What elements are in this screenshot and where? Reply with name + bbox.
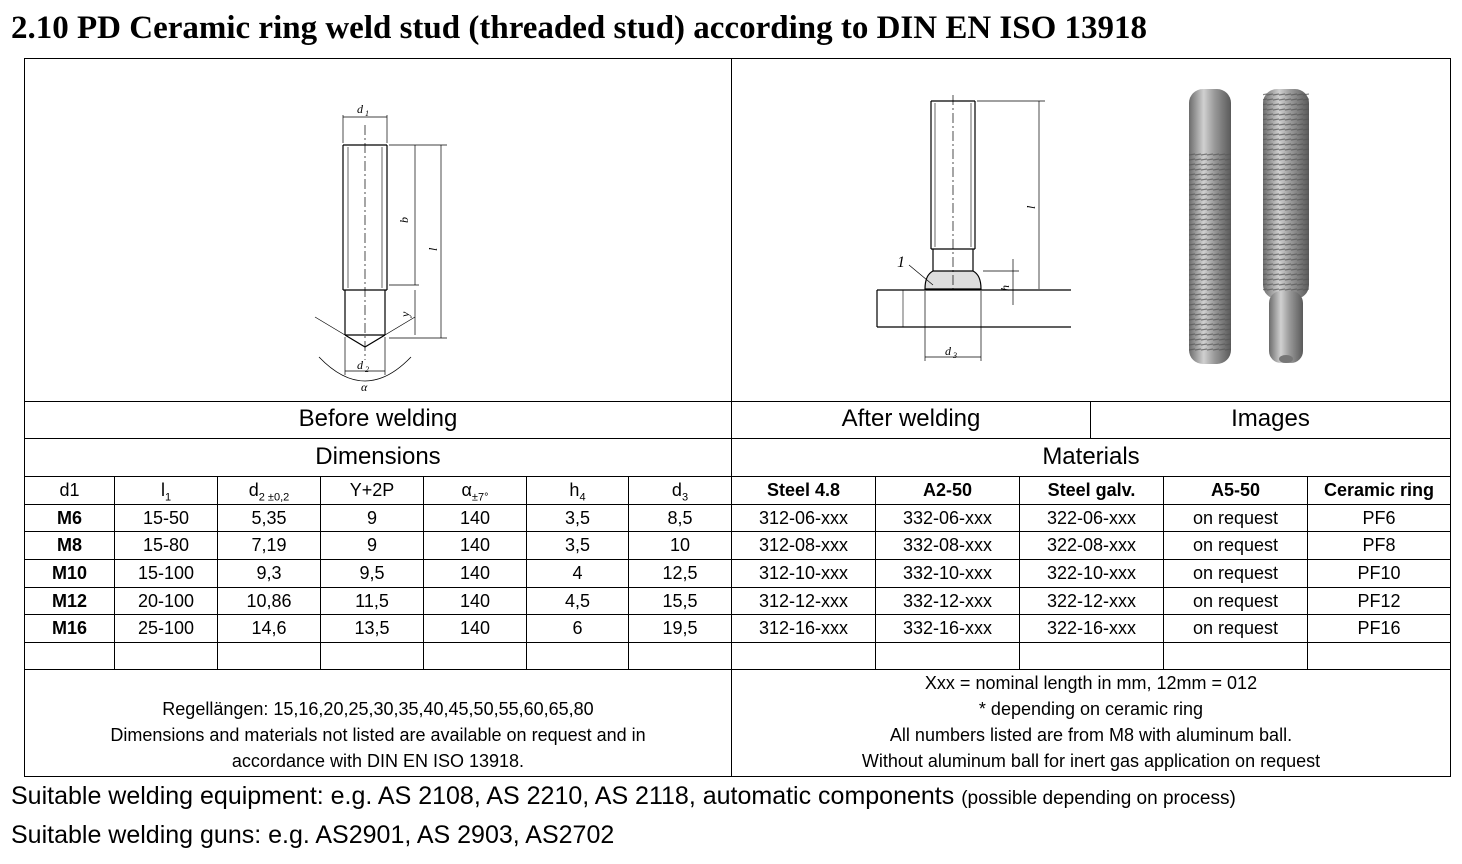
cell-l1: 15-100 — [137, 563, 195, 583]
cell-ceramic: PF6 — [1362, 508, 1396, 528]
cell-alpha: 140 — [459, 535, 491, 555]
cell-d1: M10 — [51, 563, 87, 583]
cell-d1: M8 — [56, 535, 82, 555]
cell-d3: 10 — [669, 535, 691, 555]
col-steel48: Steel 4.8 — [766, 480, 841, 500]
cell-ceramic: PF10 — [1357, 563, 1401, 583]
cell-h4: 3,5 — [564, 508, 591, 528]
stud-photos — [1165, 81, 1365, 371]
cell-alpha: 140 — [459, 563, 491, 583]
cell-alpha: 140 — [459, 508, 491, 528]
cell-h4: 4,5 — [564, 591, 591, 611]
cell-a550: on request — [1192, 535, 1279, 555]
col-ceramic: Ceramic ring — [1323, 480, 1435, 500]
cell-a550: on request — [1192, 618, 1279, 638]
cell-steelgalv: 322-10-xxx — [1046, 563, 1137, 583]
cell-a550: on request — [1192, 508, 1279, 528]
cell-d3: 8,5 — [667, 508, 693, 528]
cell-steel48: 312-16-xxx — [758, 618, 849, 638]
svg-text:1: 1 — [365, 109, 369, 118]
svg-text:d: d — [945, 344, 951, 358]
cell-l1: 20-100 — [137, 591, 195, 611]
svg-text:3: 3 — [953, 351, 957, 360]
note-line: Xxx = nominal length in mm, 12mm = 012 — [924, 673, 1258, 693]
cell-a550: on request — [1192, 591, 1279, 611]
cell-alpha: 140 — [459, 591, 491, 611]
cell-y2p: 11,5 — [355, 591, 389, 611]
col-alpha: $\alpha_{\pm 7^\circ}$ — [461, 480, 489, 504]
cell-d3: 12,5 — [662, 563, 698, 583]
cell-ceramic: PF12 — [1357, 591, 1401, 611]
cell-l1: 25-100 — [137, 618, 195, 638]
svg-text:d: d — [357, 358, 363, 372]
svg-text:y: y — [398, 311, 412, 317]
col-a550: A5-50 — [1210, 480, 1261, 500]
svg-text:2: 2 — [365, 365, 369, 374]
col-a250: A2-50 — [922, 480, 973, 500]
col-l1: $l_1$ — [160, 480, 172, 504]
after-welding-label: After welding — [841, 405, 981, 432]
note-line: accordance with DIN EN ISO 13918. — [231, 751, 525, 771]
before-welding-drawing — [305, 95, 475, 399]
cell-d1: M16 — [51, 618, 87, 638]
svg-text:h: h — [998, 285, 1012, 291]
svg-text:d: d — [357, 102, 363, 116]
cell-alpha: 140 — [459, 618, 491, 638]
cell-h4: 6 — [572, 618, 583, 638]
note-line: Regellängen: 15,16,20,25,30,35,40,45,50,55,60,65,80 — [162, 699, 594, 719]
cell-d2: 9,3 — [256, 563, 282, 583]
col-steelgalv: Steel galv. — [1047, 480, 1136, 500]
notes-left — [25, 696, 731, 774]
col-d1: d1 — [59, 480, 80, 500]
cell-y2p: 9 — [366, 535, 377, 555]
cell-steel48: 312-06-xxx — [758, 508, 849, 528]
cell-d3: 19,5 — [662, 618, 698, 638]
cell-y2p: 9,5 — [359, 563, 385, 583]
cell-ceramic: PF16 — [1357, 618, 1401, 638]
note-line: Dimensions and materials not listed are available on request and in — [110, 725, 646, 745]
cell-a250: 332-08-xxx — [902, 535, 993, 555]
images-label: Images — [1231, 405, 1310, 432]
cell-steel48: 312-12-xxx — [758, 591, 849, 611]
cell-steelgalv: 322-12-xxx — [1046, 591, 1137, 611]
svg-text:l: l — [1024, 205, 1038, 209]
cell-steel48: 312-08-xxx — [758, 535, 849, 555]
note-line: Without aluminum ball for inert gas application on request — [861, 751, 1321, 771]
svg-text:b: b — [397, 217, 411, 223]
equipment-note: (possible depending on process) — [961, 788, 1236, 809]
col-d2: $d_{2 \pm 0,2}$ — [248, 480, 290, 504]
cell-a250: 332-10-xxx — [902, 563, 993, 583]
cell-h4: 4 — [572, 563, 583, 583]
cell-a250: 332-06-xxx — [902, 508, 993, 528]
cell-h4: 3,5 — [564, 535, 591, 555]
cell-d2: 14,6 — [251, 618, 287, 638]
before-welding-label: Before welding — [298, 405, 458, 432]
cell-y2p: 13,5 — [354, 618, 390, 638]
cell-steel48: 312-10-xxx — [758, 563, 849, 583]
cell-d1: M12 — [51, 591, 87, 611]
cell-steelgalv: 322-06-xxx — [1046, 508, 1137, 528]
spec-table — [24, 58, 1451, 777]
cell-ceramic: PF8 — [1362, 535, 1396, 555]
note-line: All numbers listed are from M8 with aluminum ball. — [889, 725, 1293, 745]
cell-d2: 7,19 — [251, 535, 287, 555]
materials-label: Materials — [1042, 443, 1140, 470]
cell-d3: 15,5 — [662, 591, 698, 611]
note-line: * depending on ceramic ring — [978, 699, 1204, 719]
welding-equipment-line: Suitable welding equipment: e.g. AS 2108, AS 2210, AS 2118, automatic components (possible depending on process) — [11, 782, 1236, 810]
cell-d2: 5,35 — [251, 508, 287, 528]
cell-l1: 15-50 — [142, 508, 190, 528]
col-h4: $h_4$ — [569, 480, 586, 504]
cell-steelgalv: 322-16-xxx — [1046, 618, 1137, 638]
col-d3: $d_3$ — [671, 480, 689, 504]
cell-d2: 10,86 — [246, 591, 292, 611]
cell-l1: 15-80 — [142, 535, 190, 555]
cell-d1: M6 — [56, 508, 82, 528]
cell-a250: 332-16-xxx — [902, 618, 993, 638]
welding-guns-line: Suitable welding guns: e.g. AS2901, AS 2903, AS2702 — [11, 821, 615, 849]
cell-a550: on request — [1192, 563, 1279, 583]
svg-text:l: l — [426, 247, 440, 251]
page-title: 2.10 PD Ceramic ring weld stud (threaded stud) according to DIN EN ISO 13918 — [11, 10, 1148, 46]
cell-y2p: 9 — [366, 508, 377, 528]
svg-text:α: α — [361, 380, 368, 394]
cell-steelgalv: 322-08-xxx — [1046, 535, 1137, 555]
dimensions-label: Dimensions — [315, 443, 441, 470]
notes-right — [732, 670, 1450, 774]
cell-a250: 332-12-xxx — [902, 591, 993, 611]
svg-text:1: 1 — [897, 254, 905, 271]
col-y2p: Y+2P — [349, 480, 395, 500]
after-welding-drawing — [873, 89, 1073, 369]
